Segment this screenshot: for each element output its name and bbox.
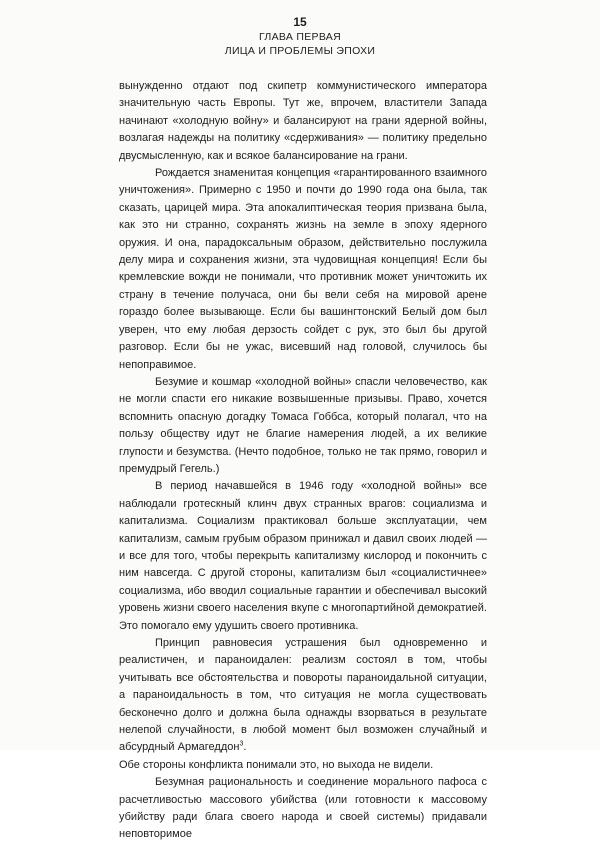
page-number: 15 xyxy=(293,15,307,29)
chapter-title: ЛИЦА И ПРОБЛЕМЫ ЭПОХИ xyxy=(224,45,376,57)
paragraph: Рождается знаменитая концепция «гарантированного взаимного уничтожения». Примерно с 1950 и почти до 1990 года она была, так сказать, царицей мира. Эта апокалиптическая теория призвана была, как это ни странно, сохранять жизнь на земле в эпоху ядерного оружия. И она, парадоксальным образом, действительно послужила делу мира и сохранения жизни, эта чудовищная концепция! Если бы кремлевские вожди не понимали, что противник может уничтожить их страну в течение получаса, они бы вели себя на мировой арене гораздо более вызывающе. Если бы вашингтонский Белый дом был уверен, что ему любая дерзость сойдет с рук, это был бы другой разговор. Если бы не ужас, висевший над головой, случилось бы непоправимое. xyxy=(119,167,487,371)
paragraph: Безумная рациональность и соединение морального пафоса с расчетливостью массового убийства (или готовности к массовому убийству ради блага своего народа и своей системы) придавали неповторимое xyxy=(119,776,487,841)
paragraph: Обе стороны конфликта понимали это, но выхода не видели. xyxy=(119,758,434,771)
paragraph: Принцип равновесия устрашения был одновременно и реалистичен, и параноидален: реализм состоял в том, чтобы учитывать все обстоятельства и повороты параноидальной ситуации, а параноидальность в том, что ситуация не могла существовать бесконечно долго и должна была однажды взорваться в результате нелепой случайности, в любой момент был возможен случайный и абсурдный Армагеддон$^3$. xyxy=(119,637,487,754)
paragraph: В период начавшейся в 1946 году «холодной войны» все наблюдали гротескный клинч двух странных врагов: социализма и капитализма. Социализм практиковал больше эксплуатации, чем капитализм, самым грубым образом принижал и давил своих людей — и все для того, чтобы перекрыть капитализму кислород и покончить с ним навсегда. С другой стороны, капитализм был «социалистичнее» социализма, ибо вводил социальные гарантии и обеспечивал высокий уровень жизни своего населения вкупе с многопартийной демократией. Это помогало ему удушить своего противника. xyxy=(119,480,487,632)
chapter-label: ГЛАВА ПЕРВАЯ xyxy=(259,31,341,43)
paragraph: вынужденно отдают под скипетр коммунистического императора значительную часть Европы. Тут же, впрочем, властители Запада начинают «холодную войну» и балансируют на грани ядерной войны, возлагая надежды на политику «сдерживания» — политику предельно двусмысленную, как и всякое балансирование на грани. xyxy=(119,80,487,162)
running-header xyxy=(0,14,600,58)
footnote-marker[interactable]: 3 xyxy=(239,740,244,748)
paragraph-text: Принцип равновесия устрашения был одновременно и реалистичен, и параноидален: реализм состоял в том, чтобы учитывать все обстоятельства и повороты параноидальной ситуации, а параноидальность в том, что ситуация не могла существовать бесконечно долго и должна была однажды взорваться в результате нелепой случайности, в любой момент был возможен случайный и абсурдный Армагеддон xyxy=(119,637,487,754)
body-text xyxy=(119,78,487,844)
paragraph: Безумие и кошмар «холодной войны» спасли человечество, как не могли спасти его никакие возвышенные призывы. Право, хочется вспомнить опасную догадку Томаса Гоббса, который полагал, что на пользу обществу идут не благие намерения людей, а их великие глупости и безумства. (Нечто подобное, только не так прямо, говорил и премудрый Гегель.) xyxy=(119,375,487,475)
